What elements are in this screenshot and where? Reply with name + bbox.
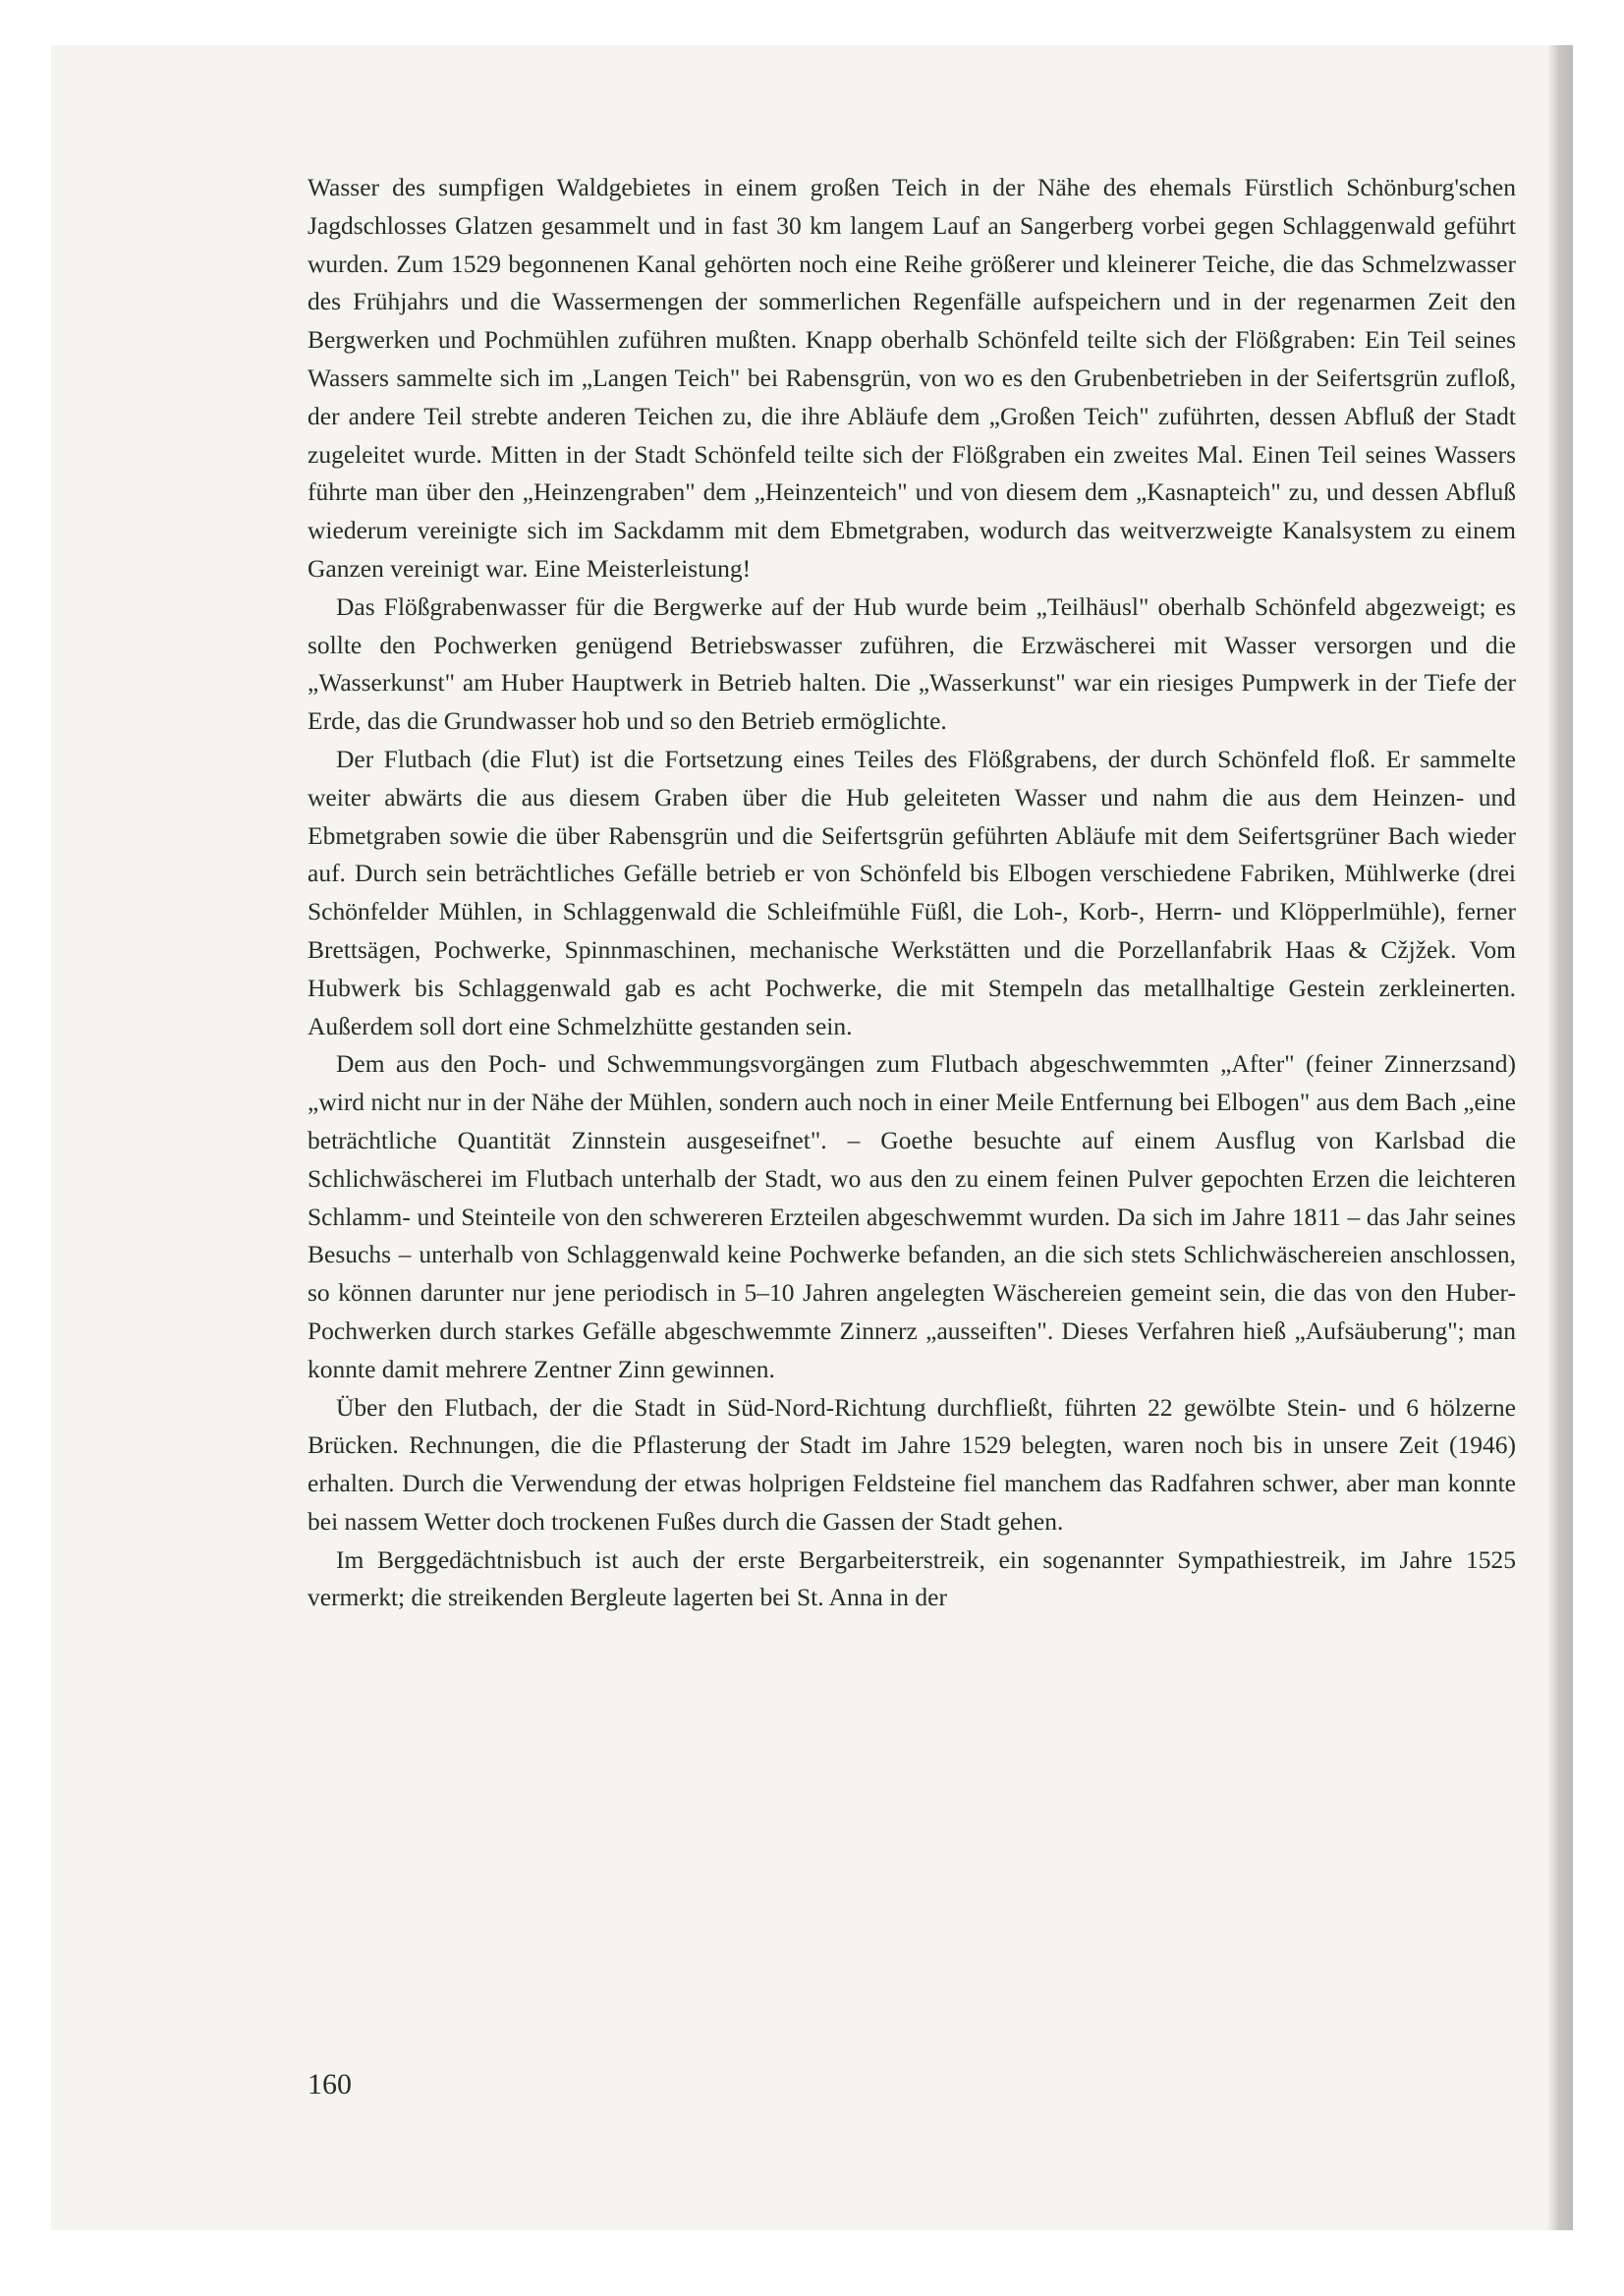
- body-text: [308, 169, 1516, 1617]
- paragraph-4: Dem aus den Poch- und Schwemmungsvorgängen zum Flutbach abgeschwemmten „After" (feiner Zinnerzsand) „wird nicht nur in der Nähe der Mühlen, sondern auch noch in einer Meile Entfernung bei Elbogen" aus dem Bach „eine beträchtliche Quantität Zinnstein ausgeseifnet". – Goethe besuchte auf einem Ausflug von Karlsbad die Schlichwäscherei im Flutbach unterhalb der Stadt, wo aus den zu einem feinen Pulver gepochten Erzen die leichteren Schlamm- und Steinteile von den schwereren Erzteilen abgeschwemmt wurden. Da sich im Jahre 1811 – das Jahr seines Besuchs – unterhalb von Schlaggenwald keine Pochwerke befanden, an die sich stets Schlichwäschereien anschlossen, so können darunter nur jene periodisch in 5–10 Jahren angelegten Wäschereien gemeint sein, die das von den Huber-Pochwerken durch starkes Gefälle abgeschwemmte Zinnerz „ausseiften". Dieses Verfahren hieß „Aufsäuberung"; man konnte damit mehrere Zentner Zinn gewinnen.: [308, 1049, 1516, 1383]
- paragraph-3: Der Flutbach (die Flut) ist die Fortsetzung eines Teiles des Flößgrabens, der durch Schönfeld floß. Er sammelte weiter abwärts die aus diesem Graben über die Hub geleiteten Wasser und nahm die aus dem Heinzen- und Ebmetgraben sowie die über Rabensgrün und die Seifertsgrün geführten Abläufe mit dem Seifertsgrüner Bach wieder auf. Durch sein beträchtliches Gefälle betrieb er von Schönfeld bis Elbogen verschiedene Fabriken, Mühlwerke (drei Schönfelder Mühlen, in Schlaggenwald die Schleifmühle Füßl, die Loh-, Korb-, Herrn- und Klöpperlmühle), ferner Brettsägen, Pochwerke, Spinnmaschinen, mechanische Werkstätten und die Porzellanfabrik Haas & Cžjžek. Vom Hubwerk bis Schlaggenwald gab es acht Pochwerke, die mit Stempeln das metallhaltige Gestein zerkleinerten. Außerdem soll dort eine Schmelzhütte gestanden sein.: [308, 744, 1516, 1040]
- paragraph-2: Das Flößgrabenwasser für die Bergwerke auf der Hub wurde beim „Teilhäusl" oberhalb Schönfeld abgezweigt; es sollte den Pochwerken genügend Betriebswasser zuführen, die Erzwäscherei mit Wasser versorgen und die „Wasserkunst" am Huber Hauptwerk in Betrieb halten. Die „Wasserkunst" war ein riesiges Pumpwerk in der Tiefe der Erde, das die Grundwasser hob und so den Betrieb ermöglichte.: [308, 591, 1516, 736]
- page-number: 160: [308, 2068, 352, 2100]
- paragraph-6: Im Berggedächtnisbuch ist auch der erste Bergarbeiterstreik, ein sogenannter Sympathiestreik, im Jahre 1525 vermerkt; die streikenden Bergleute lagerten bei St. Anna in der: [308, 1544, 1516, 1612]
- page-edge-shadow: [1547, 45, 1573, 2230]
- paragraph-1: Wasser des sumpfigen Waldgebietes in einem großen Teich in der Nähe des ehemals Fürstlich Schönburg'schen Jagdschlosses Glatzen gesammelt und in fast 30 km langem Lauf an Sangerberg vorbei gegen Schlaggenwald geführt wurden. Zum 1529 begonnenen Kanal gehörten noch eine Reihe größerer und kleinerer Teiche, die das Schmelzwasser des Frühjahrs und die Wassermengen der sommerlichen Regenfälle aufspeichern und in der regenarmen Zeit den Bergwerken und Pochmühlen zuführen mußten. Knapp oberhalb Schönfeld teilte sich der Flößgraben: Ein Teil seines Wassers sammelte sich im „Langen Teich" bei Rabensgrün, von wo es den Grubenbetrieben in der Seifertsgrün zufloß, der andere Teil strebte anderen Teichen zu, die ihre Abläufe dem „Großen Teich" zuführten, dessen Abfluß der Stadt zugeleitet wurde. Mitten in der Stadt Schönfeld teilte sich der Flößgraben ein zweites Mal. Einen Teil seines Wassers führte man über den „Heinzengraben" dem „Heinzenteich" und von diesem dem „Kasnapteich" zu, und dessen Abfluß wiederum vereinigte sich im Sackdamm mit dem Ebmetgraben, wodurch das weitverzweigte Kanalsystem zu einem Ganzen vereinigt war. Eine Meisterleistung!: [308, 173, 1516, 583]
- paragraph-5: Über den Flutbach, der die Stadt in Süd-Nord-Richtung durchfließt, führten 22 gewölbte Stein- und 6 hölzerne Brücken. Rechnungen, die die Pflasterung der Stadt im Jahre 1529 belegten, waren noch bis in unsere Zeit (1946) erhalten. Durch die Verwendung der etwas holprigen Feldsteine fiel manchem das Radfahren schwer, aber man konnte bei nassem Wetter doch trockenen Fußes durch die Gassen der Stadt gehen.: [308, 1392, 1516, 1536]
